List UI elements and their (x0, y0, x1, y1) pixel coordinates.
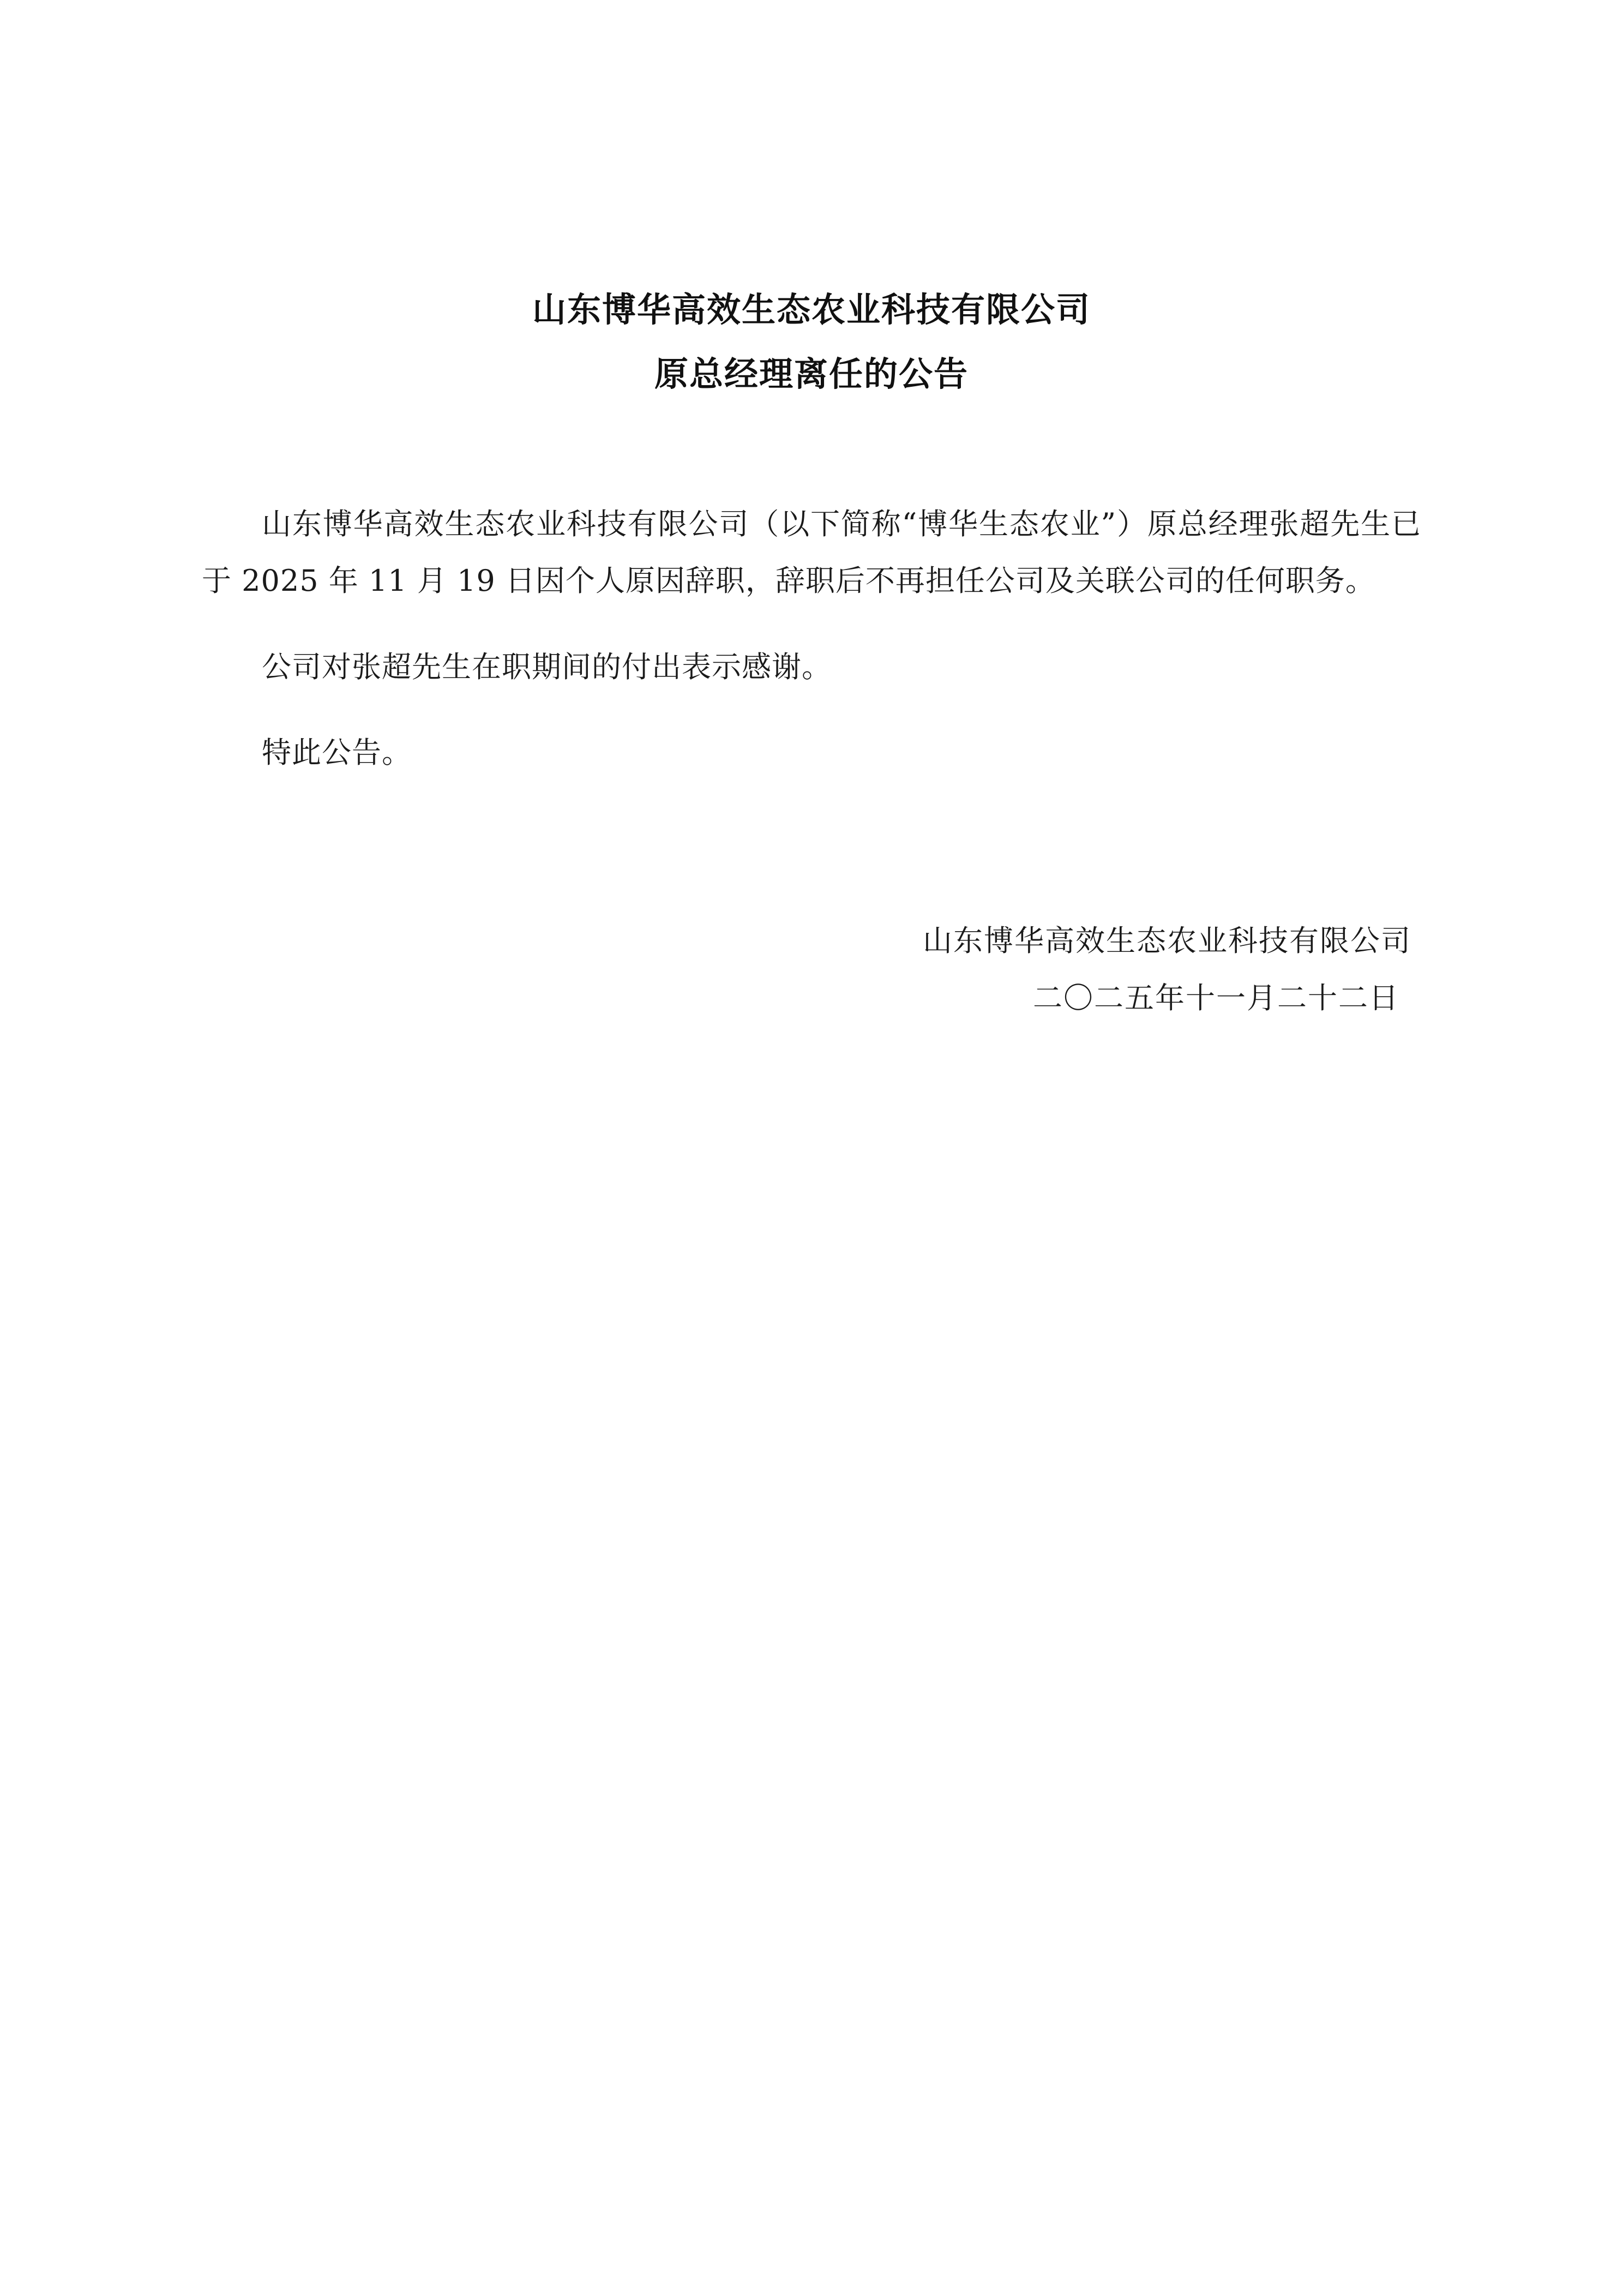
body-paragraph-3: 特此公告。 (262, 735, 412, 770)
signature-date: 二〇二五年十一月二十二日 (1033, 981, 1399, 1016)
document-content (202, 0, 1421, 1027)
document-title (202, 284, 1421, 400)
signature-company: 山东博华高效生态农业科技有限公司 (923, 923, 1411, 958)
title-line-1: 山东博华高效生态农业科技有限公司 (532, 290, 1091, 329)
document-body (202, 496, 1421, 781)
body-paragraph-2: 公司对张超先生在职期间的付出表示感谢。 (262, 649, 832, 684)
title-line-2: 原总经理离任的公告 (654, 354, 969, 394)
signature-block (202, 912, 1421, 1027)
body-paragraph-1: 山东博华高效生态农业科技有限公司（以下简称“博华生态农业”）原总经理张超先生已于 2025 年 11 月 19 日因个人原因辞职，辞职后不再担任公司及关联公司的任何职务。 (202, 507, 1421, 598)
